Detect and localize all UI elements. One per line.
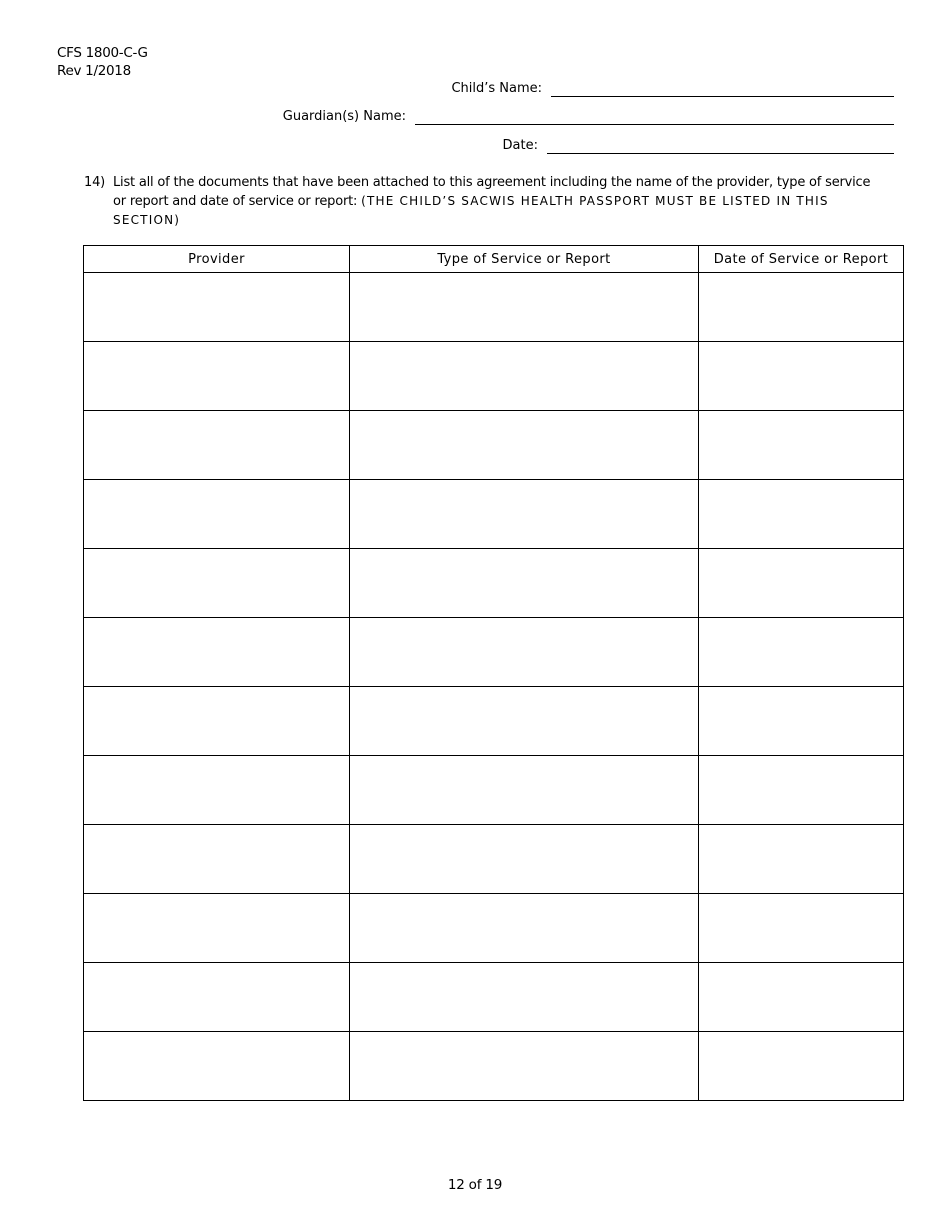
service-date-cell[interactable]	[699, 963, 904, 1032]
table-row	[84, 756, 904, 825]
service-type-cell[interactable]	[350, 894, 699, 963]
service-type-cell[interactable]	[350, 549, 699, 618]
service-type-cell[interactable]	[350, 273, 699, 342]
date-field[interactable]	[547, 153, 894, 154]
guardian-name-field[interactable]	[415, 124, 894, 125]
service-type-cell[interactable]	[350, 1032, 699, 1101]
table-row	[84, 894, 904, 963]
provider-cell[interactable]	[84, 687, 350, 756]
service-date-cell[interactable]	[699, 825, 904, 894]
table-row	[84, 687, 904, 756]
service-date-cell[interactable]	[699, 342, 904, 411]
provider-cell[interactable]	[84, 480, 350, 549]
table-row	[84, 618, 904, 687]
section-number: 14)	[84, 175, 106, 190]
child-name-field[interactable]	[551, 96, 894, 97]
section-text: List all of the documents that have been attached to this agreement including the name of the provider, type of service or report and date of service or report:	[113, 175, 871, 209]
documents-table	[83, 245, 904, 1101]
provider-cell[interactable]	[84, 756, 350, 825]
table-row	[84, 963, 904, 1032]
form-revision: Rev 1/2018	[57, 63, 131, 79]
service-type-cell[interactable]	[350, 687, 699, 756]
service-date-cell[interactable]	[699, 687, 904, 756]
table-row	[84, 549, 904, 618]
provider-cell[interactable]	[84, 825, 350, 894]
service-date-cell[interactable]	[699, 618, 904, 687]
service-date-cell[interactable]	[699, 756, 904, 825]
section-caps-note: (THE CHILD’S SACWIS HEALTH PASSPORT MUST BE LISTED IN THIS SECTION)	[113, 194, 829, 227]
service-date-cell[interactable]	[699, 480, 904, 549]
header-type-of-service: Type of Service or Report	[350, 246, 699, 273]
provider-cell[interactable]	[84, 963, 350, 1032]
provider-cell[interactable]	[84, 1032, 350, 1101]
service-date-cell[interactable]	[699, 1032, 904, 1101]
service-type-cell[interactable]	[350, 411, 699, 480]
provider-cell[interactable]	[84, 273, 350, 342]
date-label: Date:	[502, 138, 538, 153]
table-row	[84, 1032, 904, 1101]
service-type-cell[interactable]	[350, 963, 699, 1032]
table-row	[84, 342, 904, 411]
provider-cell[interactable]	[84, 411, 350, 480]
provider-cell[interactable]	[84, 342, 350, 411]
page-number: 12 of 19	[447, 1177, 503, 1193]
service-type-cell[interactable]	[350, 480, 699, 549]
table-row	[84, 825, 904, 894]
service-date-cell[interactable]	[699, 273, 904, 342]
service-type-cell[interactable]	[350, 825, 699, 894]
form-code: CFS 1800-C-G	[57, 45, 148, 61]
provider-cell[interactable]	[84, 618, 350, 687]
table-row	[84, 273, 904, 342]
guardian-name-label: Guardian(s) Name:	[282, 109, 406, 124]
header-provider: Provider	[84, 246, 350, 273]
service-date-cell[interactable]	[699, 549, 904, 618]
service-type-cell[interactable]	[350, 756, 699, 825]
header-date-of-service: Date of Service or Report	[699, 246, 904, 273]
table-header-row	[84, 246, 904, 273]
table-row	[84, 411, 904, 480]
service-type-cell[interactable]	[350, 342, 699, 411]
service-date-cell[interactable]	[699, 411, 904, 480]
table-row	[84, 480, 904, 549]
provider-cell[interactable]	[84, 894, 350, 963]
provider-cell[interactable]	[84, 549, 350, 618]
section-instructions	[113, 174, 878, 230]
service-date-cell[interactable]	[699, 894, 904, 963]
child-name-label: Child’s Name:	[451, 81, 542, 96]
service-type-cell[interactable]	[350, 618, 699, 687]
